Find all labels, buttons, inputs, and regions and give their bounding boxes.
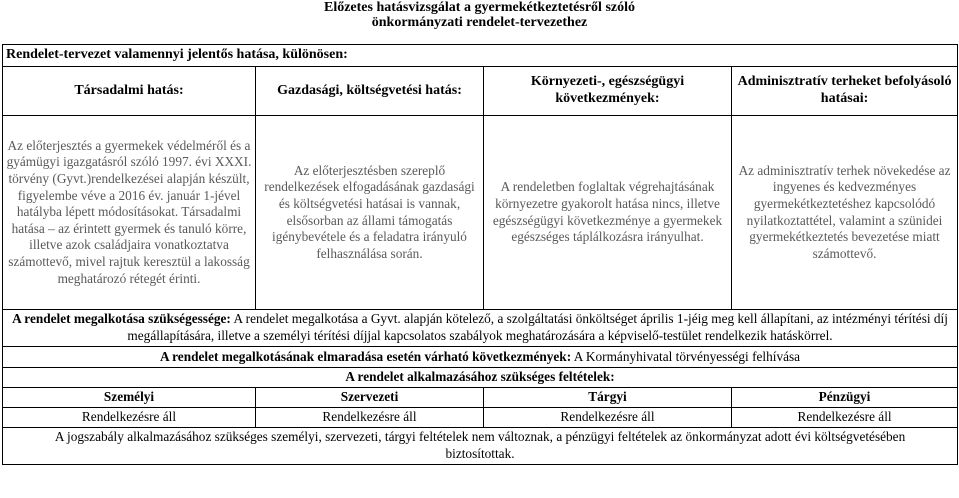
conditions-val-financial: Rendelkezésre áll xyxy=(732,408,958,428)
document-title xyxy=(0,0,959,30)
header-economic: Gazdasági, költségvetési hatás: xyxy=(256,67,484,116)
impact-assessment-table xyxy=(2,44,958,465)
conditions-col-organizational: Szervezeti xyxy=(256,388,484,408)
text-social: Az előterjesztés a gyermekek védelméről és a gyámügyi igazgatásról szóló 1997. évi XXXI. törvény (Gyvt.)rendelkezései alapján készült, figyelembe véve a 2016 év. január 1-jével hatályba lépett módosításokat. Társadalmi hatása – az érintett gyermek és tanuló körre, illetve azok családjaira vonatkoztatva számottevő, mivel rajtuk keresztül a lakosság meghatározó rétegét érinti. xyxy=(3,116,256,310)
conditions-val-personal: Rendelkezésre áll xyxy=(3,408,256,428)
header-administrative: Adminisztratív terheket befolyásoló hatásai: xyxy=(732,67,958,116)
footer-text: A jogszabály alkalmazásához szükséges személyi, szervezeti, tárgyi feltételek nem változnak, a pénzügyi feltételek az önkormányzat adott évi költségvetésében biztosítottak. xyxy=(3,428,958,465)
conditions-val-material: Rendelkezésre áll xyxy=(484,408,732,428)
header-social: Társadalmi hatás: xyxy=(3,67,256,116)
conditions-header: A rendelet alkalmazásához szükséges feltételek: xyxy=(3,368,958,388)
conditions-col-financial: Pénzügyi xyxy=(732,388,958,408)
failure-label: A rendelet megalkotásának elmaradása esetén várható következmények: xyxy=(159,348,572,364)
text-economic: Az előterjesztésben szereplő rendelkezések elfogadásának gazdasági és költségvetési hatásai is vannak, elsősorban az állami támogatás igénybevétele és a feladatra irányuló felhasználása során. xyxy=(256,116,484,310)
conditions-col-personal: Személyi xyxy=(3,388,256,408)
section-header: Rendelet-tervezet valamennyi jelentős hatása, különösen: xyxy=(3,45,958,67)
necessity-row xyxy=(3,310,958,347)
necessity-label: A rendelet megalkotása szükségessége: xyxy=(12,311,231,327)
text-environmental: A rendeletben foglaltak végrehajtásának környezetre gyakorolt hatása nincs, illetve egészségügyi következménye a gyermekek egészséges táplálkozásra irányulhat. xyxy=(484,116,732,310)
failure-text: A Kormányhivatal törvényességi felhívása xyxy=(573,348,801,364)
conditions-val-organizational: Rendelkezésre áll xyxy=(256,408,484,428)
title-line-2: önkormányzati rendelet-tervezethez xyxy=(371,15,588,30)
title-line-1: Előzetes hatásvizsgálat a gyermekétkeztetésről szóló xyxy=(323,0,635,15)
necessity-text: A rendelet megalkotása a Gyvt. alapján kötelező, a szolgáltatási önköltséget április 1-jéig meg kell állapítani, az intézményi térítési díj megállapítására, illetve a személyi térítési díjjal kapcsolatos szabályok meghatározására a képviselő-testület rendelkezik hatáskörrel. xyxy=(127,311,948,343)
header-environmental: Környezeti-, egészségügyi következmények: xyxy=(484,67,732,116)
text-administrative: Az adminisztratív terhek növekedése az ingyenes és kedvezményes gyermekétkeztetéshez kapcsolódó nyilatkoztattétel, valamint a szünidei gyermekétkeztetés bevezetése miatt számottevő. xyxy=(732,116,958,310)
failure-row xyxy=(3,347,958,368)
conditions-col-material: Tárgyi xyxy=(484,388,732,408)
